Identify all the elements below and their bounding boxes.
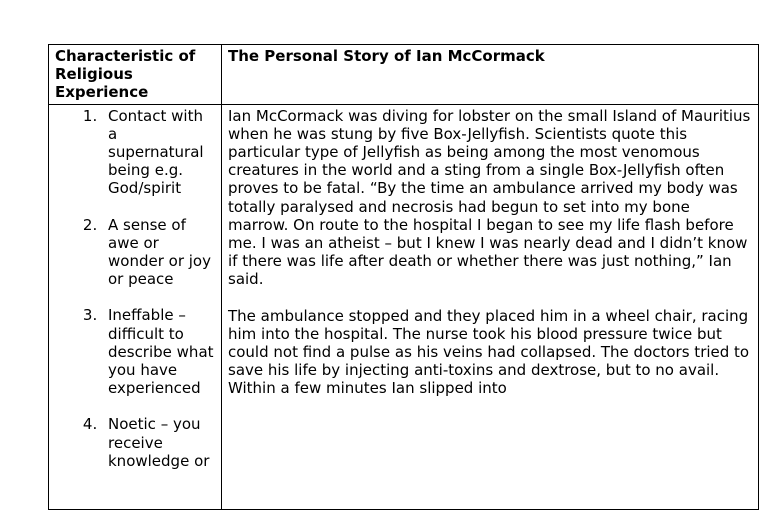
list-item: 1. Contact with a supernatural being e.g. God/spirit <box>102 107 215 198</box>
list-item: 4. Noetic – you receive knowledge or <box>102 415 215 470</box>
table-header-row <box>49 45 759 105</box>
list-item: 2. A sense of awe or wonder or joy or peace <box>102 216 215 289</box>
list-item: 3. Ineffable – difficult to describe what you have experienced <box>102 306 215 397</box>
characteristics-list <box>55 107 215 470</box>
header-characteristic: Characteristic of Religious Experience <box>49 45 222 105</box>
comparison-table <box>48 44 759 510</box>
story-cell <box>222 104 759 509</box>
story-paragraph: The ambulance stopped and they placed him in a wheel chair, racing him into the hospital. The nurse took his blood pressure twice but could not find a pulse as his veins had collapsed. The doctors tried to save his life by injecting anti-toxins and dextrose, but to no avail. Within a few minutes Ian slipped into <box>228 306 750 398</box>
header-personal-story: The Personal Story of Ian McCormack <box>222 45 759 105</box>
table-row <box>49 104 759 509</box>
characteristics-cell <box>49 104 222 509</box>
story-paragraph: Ian McCormack was diving for lobster on the small Island of Mauritius when he was stung by five Box-Jellyfish. Scientists quote this particular type of Jellyfish as being among the most venomous creatures in the world and a sting from a single Box-Jellyfish often proves to be fatal. “By the time an ambulance arrived my body was totally paralysed and necrosis had begun to set into my bone marrow. On route to the hospital I began to see my life flash before me. I was an atheist – but I knew I was nearly dead and I didn’t know if there was life after death or whether there was just nothing,” Ian said. <box>228 106 751 289</box>
